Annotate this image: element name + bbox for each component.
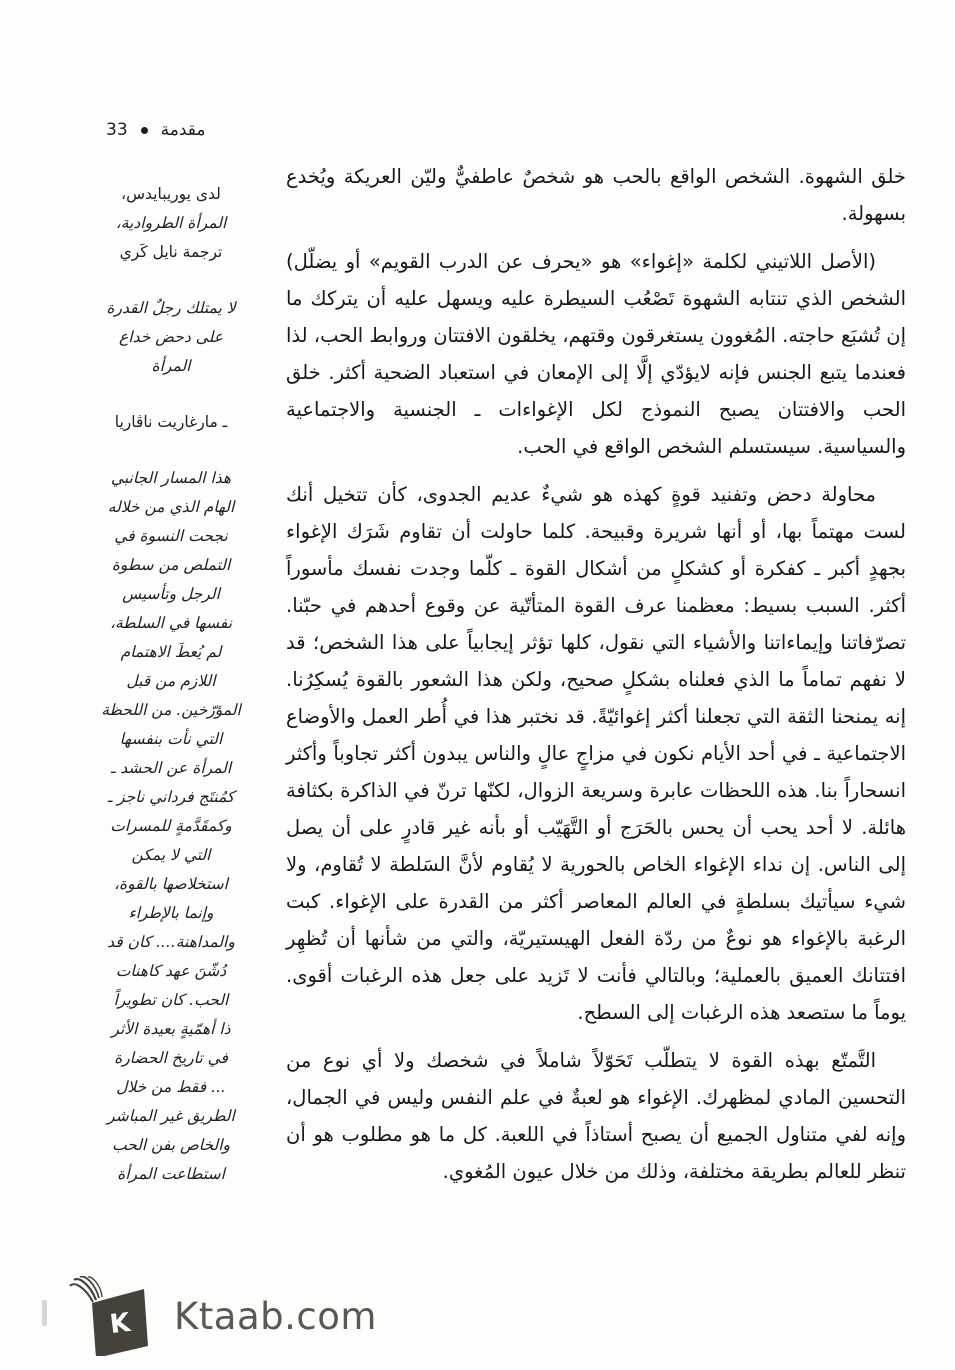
margin-note-line: التي نأت بنفسها [119, 730, 223, 748]
main-text-column [286, 158, 906, 1201]
margin-note-line: كمُنتَج فرداني ناجز ـ [107, 788, 235, 806]
margin-note-line: المرأة الطروادية، [115, 214, 227, 232]
logo-letter-k: K [108, 1307, 132, 1341]
margin-note-line: ذا أهمّيةٍ بعيدة الأثر [111, 1020, 231, 1038]
margin-note-line: استطاعت المرأة [117, 1165, 225, 1183]
margin-note-line: المؤرّخين. من اللحظة [101, 701, 241, 719]
margin-note-line: دُشّنَ عهد كاهنات [115, 962, 227, 980]
margin-note-block [64, 294, 278, 381]
page-edge-scan-artifact [42, 1300, 47, 1326]
body-paragraph: التَّمتّع بهذه القوة لا يتطلّب تَحَوّلاً شاملاً في شخصك ولا أي نوع من التحسين المادي لمظهرك. الإغواء هو لعبةٌ في علم النفس وليس في الجمال، وإنه لفي متناول الجميع أن يصبح أستاذاً في اللعبة. كل ما هو مطلوب هو أن تنظر للعالم بطريقة مختلفة، وذلك من خلال عيون المُغوي. [286, 1049, 906, 1183]
logo-wordmark: Ktaab.com [174, 1294, 377, 1338]
margin-note-line: ـ مارغاريت ناڤاريا [114, 413, 228, 431]
margin-note-line: ... فقط من خلال [116, 1078, 226, 1096]
margin-note-line: والخاص بفن الحب [111, 1136, 231, 1154]
margin-note-line: الرجل وتأسيس [122, 585, 220, 603]
margin-note-line: لم يُعطَ الاهتمام [120, 643, 222, 661]
margin-note-line: في تاريخ الحضارة [114, 1049, 228, 1067]
margin-note-line: على دحض خداع [119, 328, 223, 346]
header-page-number: 33 [106, 120, 128, 140]
margin-note-line: استخلاصها بالقوة، [114, 875, 228, 893]
margin-note-line: لا يمتلك رجلٌ القدرة [106, 299, 236, 317]
margin-note-line: المرأة عن الحشد ـ [110, 759, 232, 777]
margin-note-line: هذا المسار الجانبي [110, 469, 232, 487]
margin-note-line: وإنما بالإطراء [128, 904, 214, 922]
running-header [106, 120, 206, 140]
margin-note-line: التي لا يمكن [131, 846, 211, 864]
margin-note-line: ترجمة نايل كَري [119, 243, 223, 261]
margin-note-line: والمداهنة.... كان قد [107, 933, 235, 951]
margin-note-line: الحب. كان تطويراً [113, 991, 229, 1009]
body-paragraph: (الأصل اللاتيني لكلمة «إغواء» هو «يحرف عن الدرب القويم» أو يضلّل) الشخص الذي تنتابه الشهوة تَصْعُب السيطرة عليه ويسهل عليه أن يتركك ما إن تُشبَع حاجته. المُغوون يستغرقون وقتهم، يخلقون الافتتان وروابط الحب، لذا فعندما يتبع الجنس فإنه لايؤدّي إلَّا إلى الإمعان في استعباد الضحية أكثر. خلق الحب والافتتان يصبح النموذج لكل الإغواءات ـ الجنسية والاجتماعية والسياسية. سيستسلم الشخص الواقع في الحب. [286, 250, 906, 458]
ktaab-logo [68, 1276, 377, 1356]
body-paragraph: محاولة دحض وتفنيد قوةٍ كهذه هو شيءٌ عديم الجدوى، كأن تتخيل أنك لست مهتماً بها، أو أنها شريرة وقبيحة. كلما حاولت أن تقاوم شَرَك الإغواء بجهدٍ أكبر ـ كفكرة أو كشكلٍ من أشكال القوة ـ كلّما وجدت نفسك مأسوراً أكثر. السبب بسيط: معظمنا عرف القوة المتأتّية عن وقوع أحدهم في حبّنا. تصرّفاتنا وإيماءاتنا والأشياء التي نقول، كلها تؤثر إيجابياً على هذا الشخص؛ قد لا نفهم تماماً ما الذي فعلناه بشكلٍ صحيح، ولكن هذا الشعور بالقوة يُسكِرُنا. إنه يمنحنا الثقة التي تجعلنا أكثر إغوائيّةً. قد نختبر هذا في أُطر العمل والأوضاع الاجتماعية ـ في أحد الأيام نكون في مزاجٍ عالٍ والناس يبدون أكثر تجاوباً وأكثر انسحاراً بنا. هذه اللحظات عابرة وسريعة الزوال، لكنّها ترنّ في الذاكرة بكثافة هائلة. لا أحد يحب أن يحس بالحَرَج أو التَّهَيّب أو بأنه غير قادرٍ على أن يصل إلى الناس. إن نداء الإغواء الخاص بالحورية لا يُقاوم لأنَّ السَلطة لا تُقاوم، ولا شيء سيأتيك بسلطةٍ في العالم المعاصر أكثر من القدرة على الإغواء. كبت الرغبة بالإغواء هو نوعٌ من ردّة الفعل الهيستيريّة، والتي من شأنها أن تُظهِر افتتانك العميق بالعملية؛ وبالتالي فأنت لا تَزيد على جعل هذه الرغبات أقوى. يوماً ما ستصعد هذه الرغبات إلى السطح. [286, 483, 906, 1024]
margin-note-line: اللازم من قبل [126, 672, 216, 690]
margin-note-line: لدى يوريبايدس، [121, 185, 221, 203]
header-separator-dot [141, 127, 148, 134]
margin-note-line: التملص من سطوة [111, 556, 231, 574]
margin-notes-column [64, 180, 278, 1216]
margin-note-block [64, 408, 278, 437]
margin-note-line: نجحت النسوة في [114, 527, 228, 545]
margin-note-line: نفسها في السلطة، [109, 614, 233, 632]
margin-note-line: الطريق غير المباشر [107, 1107, 235, 1125]
margin-note-line: وكمقَدَّمةٍ للمسرات [110, 817, 232, 835]
margin-note-block [64, 464, 278, 1189]
margin-note-line: المرأة [151, 357, 191, 375]
book-icon [68, 1276, 158, 1356]
header-chapter-label: مقدمة [160, 120, 206, 140]
body-paragraph: خلق الشهوة. الشخص الواقع بالحب هو شخصٌ عاطفيٌّ وليّن العريكة ويُخدع بسهولة. [286, 165, 906, 225]
margin-note-line: الهام الذي من خلاله [107, 498, 235, 516]
margin-note-block [64, 180, 278, 267]
